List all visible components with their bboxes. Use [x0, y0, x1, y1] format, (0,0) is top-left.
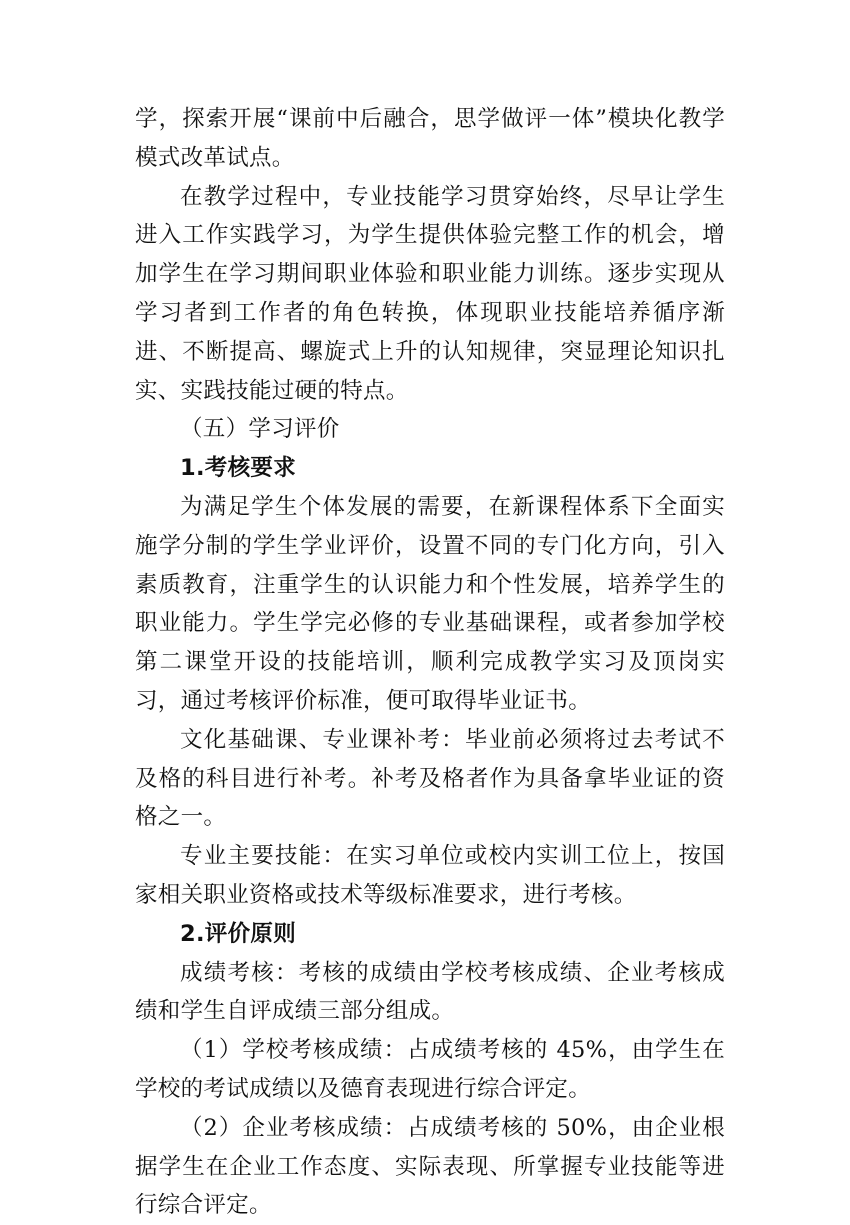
heading-assessment-requirements: 1.考核要求: [180, 455, 297, 482]
paragraph-teaching-process: 在教学过程中，专业技能学习贯穿始终，尽早让学生进入工作实践学习，为学生提供体验完整工作的机会，增加学生在学习期间职业体验和职业能力训练。逐步实现从学习者到工作者的角色转换，体现职业技能培养循序渐进、不断提高、螺旋式上升的认知规律，突显理论知识扎实、实践技能过硬的特点。: [135, 183, 725, 404]
paragraph-continuation: 学，探索开展“课前中后融合，思学做评一体”模块化教学模式改革试点。: [135, 106, 725, 171]
section-heading-learning-evaluation: （五）学习评价: [180, 416, 340, 443]
paragraph-score-assessment: 成绩考核：考核的成绩由学校考核成绩、企业考核成绩和学生自评成绩三部分组成。: [135, 959, 725, 1025]
document-body: [135, 100, 725, 1225]
heading-evaluation-principles: 2.评价原则: [180, 920, 297, 947]
paragraph-main-skills: 专业主要技能：在实习单位或校内实训工位上，按国家相关职业资格或技术等级标准要求，进行考核。: [135, 843, 725, 908]
paragraph-makeup-exam: 文化基础课、专业课补考：毕业前必须将过去考试不及格的科目进行补考。补考及格者作为具备拿毕业证的资格之一。: [135, 726, 725, 831]
paragraph-enterprise-score: （2）企业考核成绩：占成绩考核的 50%，由企业根据学生在企业工作态度、实际表现、所掌握专业技能等进行综合评定。: [135, 1114, 725, 1219]
paragraph-credit-system: 为满足学生个体发展的需要，在新课程体系下全面实施学分制的学生学业评价，设置不同的专门化方向，引入素质教育，注重学生的认识能力和个性发展，培养学生的职业能力。学生学完必修的专业基础课程，或者参加学校第二课堂开设的技能培训，顺利完成教学实习及顶岗实习，通过考核评价标准，便可取得毕业证书。: [135, 493, 725, 714]
paragraph-school-score: （1）学校考核成绩：占成绩考核的 45%，由学生在学校的考试成绩以及德育表现进行综合评定。: [135, 1037, 725, 1102]
